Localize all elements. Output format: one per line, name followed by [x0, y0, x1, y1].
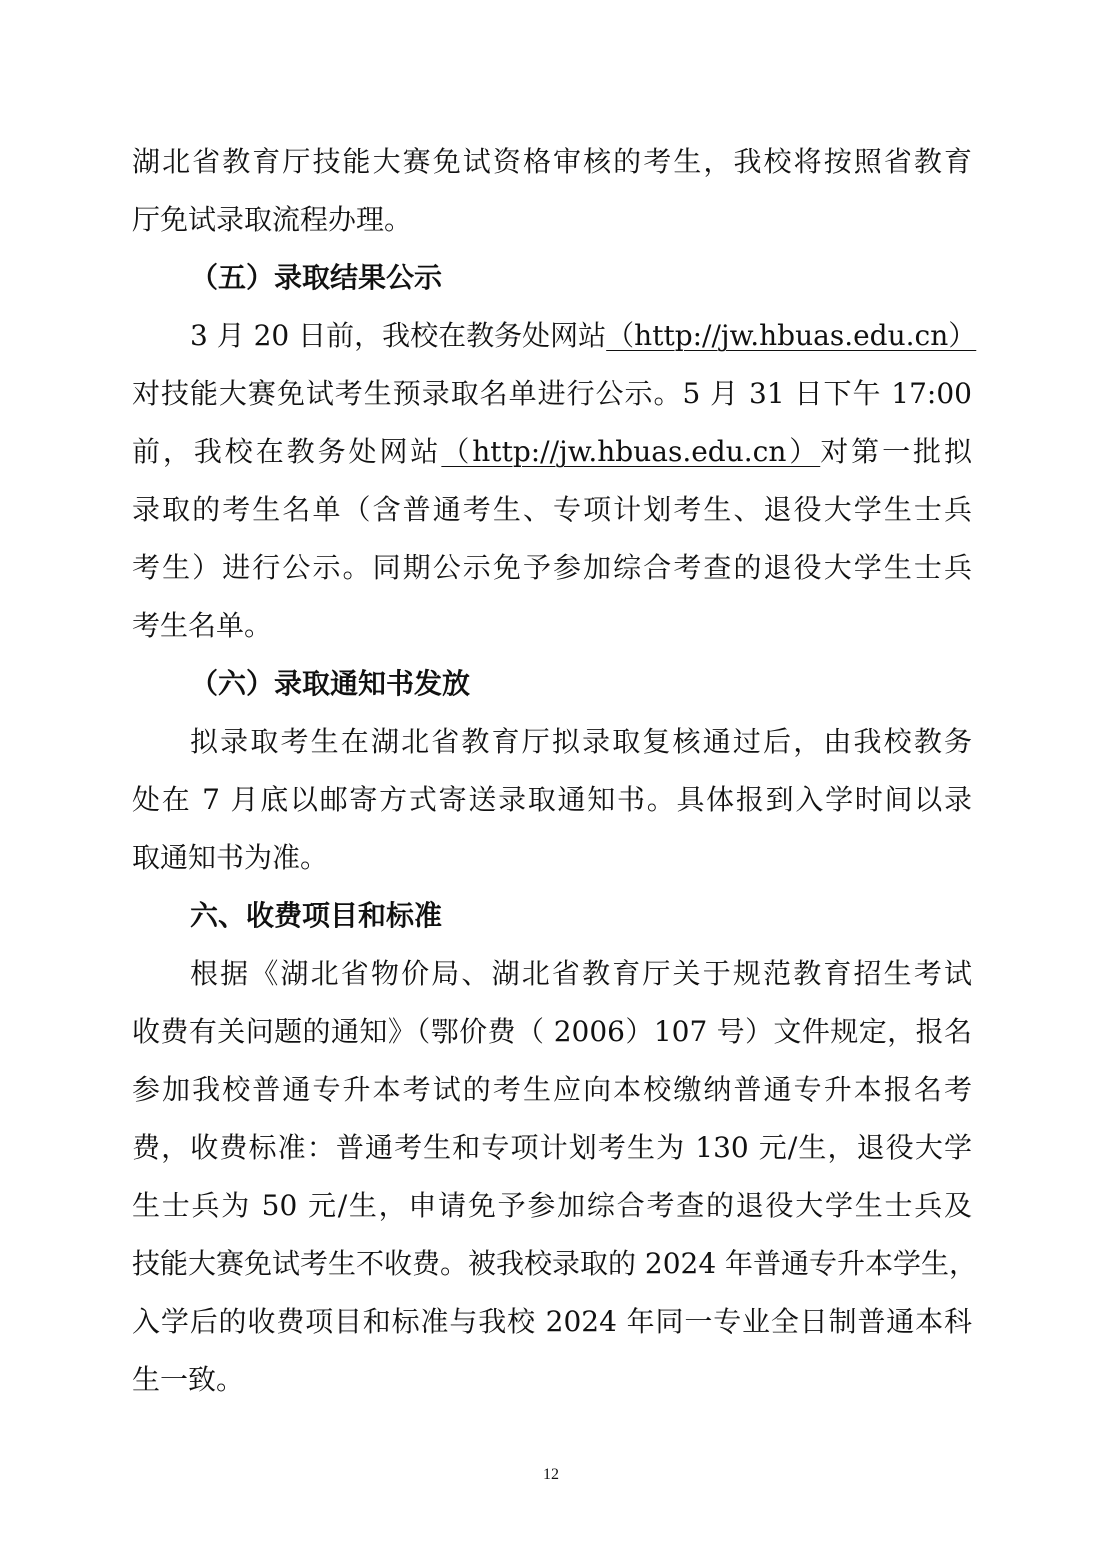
page-number: 12 [543, 1466, 559, 1483]
section-heading-admission-letter: （六）录取通知书发放 [190, 667, 471, 700]
body-text-line: 考生名单。 [132, 609, 273, 642]
body-text-line: 考生）进行公示。同期公示免予参加综合考查的退役大学生士兵 [132, 551, 972, 584]
body-text-line: 录取的考生名单（含普通考生、专项计划考生、退役大学生士兵 [132, 493, 972, 526]
body-text-line: 生一致。 [132, 1363, 245, 1396]
body-text-segment: 前，我校在教务处网站 [132, 435, 442, 468]
body-text-line [132, 307, 977, 365]
body-text-line: 厅免试录取流程办理。 [132, 203, 413, 236]
body-text-line [132, 423, 972, 481]
body-text-line: 拟录取考生在湖北省教育厅拟录取复核通过后，由我校教务 [190, 725, 972, 758]
body-text-line: 根据《湖北省物价局、湖北省教育厅关于规范教育招生考试 [190, 957, 972, 990]
body-text-line: 入学后的收费项目和标准与我校 2024 年同一专业全日制普通本科 [132, 1305, 972, 1338]
document-page [132, 133, 978, 1409]
body-text-line: 参加我校普通专升本考试的考生应向本校缴纳普通专升本报名考 [132, 1073, 972, 1106]
body-text-line: 湖北省教育厅技能大赛免试资格审核的考生，我校将按照省教育 [132, 145, 972, 178]
body-text-line: 费，收费标准：普通考生和专项计划考生为 130 元/生，退役大学 [132, 1131, 972, 1164]
body-text-line: 取通知书为准。 [132, 841, 329, 874]
section-heading-admission-results: （五）录取结果公示 [190, 261, 443, 294]
body-text-segment: 3 月 20 日前，我校在教务处网站 [190, 319, 607, 352]
body-text-line: 技能大赛免试考生不收费。被我校录取的 2024 年普通专升本学生， [132, 1247, 978, 1280]
website-link[interactable]: （http://jw.hbuas.edu.cn） [441, 435, 821, 468]
body-text-line: 处在 7 月底以邮寄方式寄送录取通知书。具体报到入学时间以录 [132, 783, 972, 816]
body-text-line: 生士兵为 50 元/生，申请免予参加综合考查的退役大学生士兵及 [132, 1189, 972, 1222]
chapter-heading-fees: 六、收费项目和标准 [190, 899, 443, 932]
website-link[interactable]: （http://jw.hbuas.edu.cn） [606, 319, 977, 352]
body-text-line: 收费有关问题的通知》（鄂价费（ 2006）107 号）文件规定，报名 [132, 1015, 972, 1048]
body-text-segment: 对第一批拟 [820, 435, 972, 468]
body-text-line: 对技能大赛免试考生预录取名单进行公示。5 月 31 日下午 17:00 [132, 377, 972, 410]
